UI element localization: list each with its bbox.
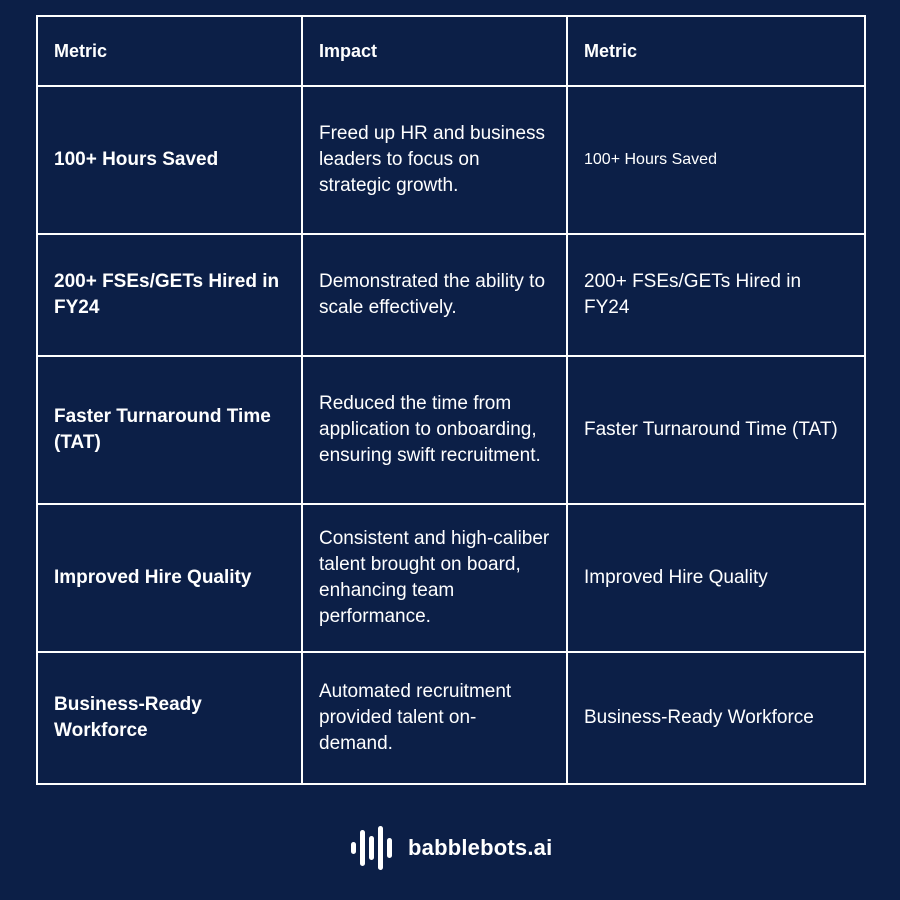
column-header-metric-repeat: Metric [567,16,865,86]
metric-repeat-cell: 100+ Hours Saved [567,86,865,234]
sound-wave-logo-icon [350,826,398,870]
metric-cell: 200+ FSEs/GETs Hired in FY24 [37,234,302,356]
table-row [37,652,865,784]
metric-repeat-cell: 200+ FSEs/GETs Hired in FY24 [567,234,865,356]
metric-cell: Business-Ready Workforce [37,652,302,784]
impact-cell: Reduced the time from application to onboarding, ensuring swift recruitment. [302,356,567,504]
table-header-row [37,16,865,86]
brand-name: babblebots.ai [408,835,553,860]
column-header-metric: Metric [37,16,302,86]
impact-cell: Freed up HR and business leaders to focus on strategic growth. [302,86,567,234]
impact-cell: Demonstrated the ability to scale effectively. [302,234,567,356]
metric-repeat-cell: Business-Ready Workforce [567,652,865,784]
table-row [37,234,865,356]
table-row [37,356,865,504]
table-row [37,86,865,234]
table-row [37,504,865,652]
metric-cell: Faster Turnaround Time (TAT) [37,356,302,504]
metric-repeat-cell: Improved Hire Quality [567,504,865,652]
impact-cell: Automated recruitment provided talent on-demand. [302,652,567,784]
metrics-table [36,15,866,785]
brand-logo [350,826,552,870]
metric-cell: Improved Hire Quality [37,504,302,652]
column-header-impact: Impact [302,16,567,86]
metric-cell: 100+ Hours Saved [37,86,302,234]
metric-repeat-cell: Faster Turnaround Time (TAT) [567,356,865,504]
impact-cell: Consistent and high-caliber talent brought on board, enhancing team performance. [302,504,567,652]
